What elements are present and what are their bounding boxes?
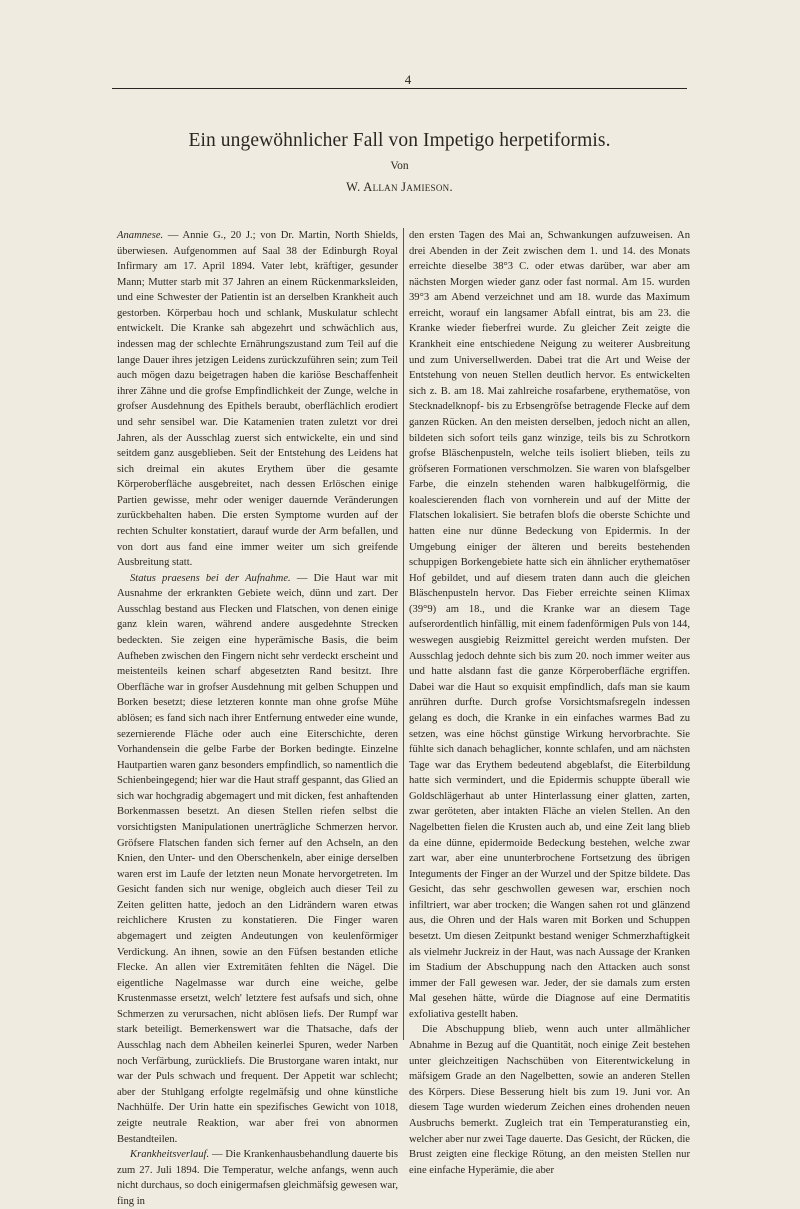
section-heading: Status praesens bei der Aufnahme. [130,572,291,584]
section-heading: Krankheitsverlauf. [130,1149,210,1161]
paragraph-text: — Annie G., 20 J.; von Dr. Martin, North Shields, überwiesen. Aufgenommen auf Saal 38 der Edinburgh Royal Infirmary am 17. April 1894. Vater lebt, kräftiger, gesunder Mann; Mutter starb mit 37 Jahren an einem Rückenmarksleiden, und eine Schwester der Patientin ist an derselben Krankheit auch gestorben. Körperbau hoch und schlank, Muskulatur schlecht entwickelt. Die Kranke sah abgezehrt und schwächlich aus, indessen mag der schlechte Ernährungszustand zum Teil auf die lange Dauer ihres jetzigen Leidens zurückzuführen sein; zum Teil auch mögen dazu beigetragen haben die kariöse Beschaffenheit ihrer Zähne und die grofse Empfindlichkeit der Zunge, welche in grofser Ausdehnung des Epithels beraubt, oberflächlich erodiert und sehr sensibel war. Die Katamenien traten zuletzt vor drei Jahren, als der Ausschlag zuerst sich entwickelte, ein und sind seitdem ganz ausgeblieben. Seit der Entstehung des Leidens hat sich dreimal ein akutes Erythem über die gesamte Körperoberfläche ausgebreitet, nach dessen Erlöschen einige Partien gewisse, mehr oder weniger dauernde Veränderungen zurückbehalten haben. Die ersten Symptome wurden auf der rechten Schulter konstatiert, darauf wurde der Arm befallen, und von dort aus fand eine immer weiter um sich greifende Ausbreitung statt. [117,230,398,569]
paragraph-continued: den ersten Tagen des Mai an, Schwankungen aufzuweisen. An drei Abenden in der Zeit zwischen dem 1. und 14. des Monats erreichte dieselbe 38°3 C. oder etwas darüber, war aber am nächsten Morgen wieder ganz oder fast normal. Am 15. wurden 39°3 am Abend verzeichnet und am 18. wurde das Maximum erreicht, worauf ein langsamer Abfall eintrat, bis am 23. die Kranke wieder fieberfrei wurde. Zu gleicher Zeit zeigte die Krankheit eine entschiedene Neigung zu weiterer Ausbreitung und zum Universellwerden. Dabei trat die Art und Weise der Entstehung von neuen Stellen deutlich hervor. Es entwickelten sich z. B. am 18. Mai zahlreiche rosafarbene, erythematöse, von Stecknadelknopf- bis zu Erbsengröfse betragende Flecke auf dem ganzen Rücken. An den meisten derselben, jedoch nicht an allen, bildeten sich sofort teils ganz winzige, teils bis zu Schrotkorn grofse Bläschenpusteln, welche teils isoliert blieben, teils zu gröfseren Formationen verschmolzen. Sie waren von blafsgelber Farbe, die einzeln stehenden waren halbkugelförmig, die koalescierenden flach von vornherein und auf der Mitte der Flatschen lokalisiert. Sie betrafen blofs die oberste Schichte und hatten eine nur dünne Bedeckung von Epidermis. In der Umgebung einiger der älteren und bereits bestehenden schuppigen Borkengebiete hatte sich ein ähnlicher erythematöser Hof gebildet, und auf diesem traten dann auch die gleichen Bläschenpusteln hervor. Das Fieber erreichte seinen Klimax (39°9) am 18., und die Kranke war an diesem Tage aufserordentlich hinfällig, mit einem fadenförmigen Puls von 144, weswegen ausgiebig Reizmittel gereicht werden mufsten. Der Ausschlag jedoch dehnte sich bis zum 20. noch immer weiter aus und hatte alsdann fast die ganze Körperoberfläche ergriffen. Dabei war die Haut so exquisit empfindlich, dafs man sie kaum anrühren durfte. Durch grofse Vorsichtsmafsregeln indessen gelang es doch, die Kranke in ein einfaches warmes Bad zu setzen, was eine höchst günstige Wirkung hervorbrachte. Sie fühlte sich danach behaglicher, konnte schlafen, und am nächsten Tage war das Erythem bedeutend abgeblafst, die Eiterbildung hatte sich vermindert, und die Epidermis schuppte überall wie Goldschlägerhaut ab unter Hinterlassung einer glatten, zarten, zwar geröteten, aber intakten Fläche an vielen Stellen. An den Nagelbetten fielen die Krusten auch ab, und eine Zeit lang blieb da eine dünne, epidermoide Bedeckung bestehen, welche zwar zart war, aber eine ununterbrochene Fortsetzung des übrigen Integuments der Finger an der Wurzel und der Spitze bildete. Das Gesicht, das sehr geschwollen gewesen war, erschien noch infiltriert, war aber trocken; die Wangen sahen rot und glänzend aus, die Ohren und der Hals waren mit Borken und Schuppen besetzt. Um diesen Zeitpunkt bestand weniger Schmerzhaftigkeit als vielmehr Juckreiz in der Haut, was nach Aussage der Kranken im Stadium der Abschuppung nach den Attacken auch sonst immer der Fall gewesen war. Jeder, der sie damals zum ersten Mal gesehen hätte, würde die Diagnose auf eine Dermatitis exfoliativa gestellt haben. [409,230,690,1020]
article-title: Ein ungewöhnlicher Fall von Impetigo herpetiformis. [188,130,611,151]
paragraph-anamnese [117,228,398,571]
header-rule [112,88,687,89]
author-name: W. Allan Jamieson. [346,180,453,194]
paragraph-text: — Die Krankenhausbehandlung dauerte bis zum 27. Juli 1894. Die Temperatur, welche anfangs, wenn auch nicht durchaus, so doch einigermafsen gleichmäfsig gewesen war, fing in [117,1149,398,1207]
left-column [117,228,398,1207]
paragraph-abschuppung: Die Abschuppung blieb, wenn auch unter allmählicher Abnahme in Bezug auf die Quantität, noch einige Zeit bestehen unter gleichzeitigen Nachschüben von Eiterentwickelung in mäfsigem Grade an den Nagelbetten, sowie an anderen Stellen des Körpers. Diese Besserung hielt bis zum 19. Juni vor. An diesem Tage wurden wiederum Zeichen eines drohenden neuen Ausbruchs bemerkt. Zugleich trat ein Temperaturanstieg ein, welcher aber nur zwei Tage dauerte. Das Gesicht, der Rücken, die Brust zeigten eine fleckige Rötung, an den meisten Stellen nur eine einfache Hyperämie, die aber [409,1024,690,1176]
byline: Von [390,160,409,172]
column-divider [403,228,404,1040]
paragraph-krankheitsverlauf [117,1147,398,1209]
page-number: 4 [404,72,412,87]
paragraph-text: — Die Haut war mit Ausnahme der erkrankten Gebiete weich, dünn und zart. Der Ausschlag bestand aus Flecken und Flatschen, von denen einige ganz klein waren, während andere ausgedehnte Strecken bedeckten. Sie zeigen eine hyperämische Basis, die beim Aufheben zwischen den Fingern nicht sehr verdeckt erscheint und meistenteils keinen scharf abgesetzten Rand besitzt. Ihre Oberfläche war in grofser Ausdehnung mit gelben Schuppen und Borken besetzt; diese letzteren konnte man ohne grofse Mühe ablösen; es fand sich nach ihrer Entfernung entweder eine wunde, sezernierende Fläche oder auch eine Eiterschichte, deren Vorhandensein die gelbe Farbe der Borken bedingte. Einzelne Hautpartien waren ganz besonders empfindlich, so namentlich die Schienbeingegend; hier war die Haut straff gespannt, das Glied an sich war hochgradig abgemagert und mit dicken, fest anhaftenden Borkenmassen besetzt. An diesen Stellen riefen selbst die vorsichtigsten Manipulationen unerträgliche Schmerzen hervor. Gröfsere Flatschen fanden sich ferner auf den Achseln, an den Knien, den Unter- und den Oberschenkeln, aber einige derselben waren erst im Laufe der letzten neun Monate hervorgetreten. Im Gesicht fanden sich nur wenige, obgleich auch dieser Teil zu Zeiten gelitten hatte, jedoch an den Lidrändern waren etwas reichlichere Krusten zu konstatieren. Die Finger waren abgemagert und zeigten Andeutungen von keulenförmiger Verdickung. An ihnen, sowie an den Füfsen bestanden etliche Flecke. An allen vier Extremitäten fehlten die Nägel. Die eigentliche Nagelmasse war durch eine weiche, gelbe Krustenmasse ersetzt, welch' letztere fest aufsafs und sich, ohne Schmerzen zu verursachen, nicht ablösen liefs. Der Rumpf war stark beteiligt. Bemerkenswert war die Thatsache, dafs der Ausschlag nach dem Abheilen keinerlei Spuren, weder Narben noch Verfärbung, zurückliefs. Die Brustorgane waren intakt, nur war der Puls schwach und frequent. Der Appetit war schlecht; aber der Stuhlgang erfolgte regelmäfsig und ohne künstliche Nachhülfe. Der Urin hatte ein spezifisches Gewicht von 1018, zeigte neutrale Reaktion, war aber frei von abnormen Bestandteilen. [117,572,398,1145]
paragraph-status-praesens [117,571,398,1147]
section-heading: Anamnese. [117,230,164,241]
right-column [409,228,690,1176]
